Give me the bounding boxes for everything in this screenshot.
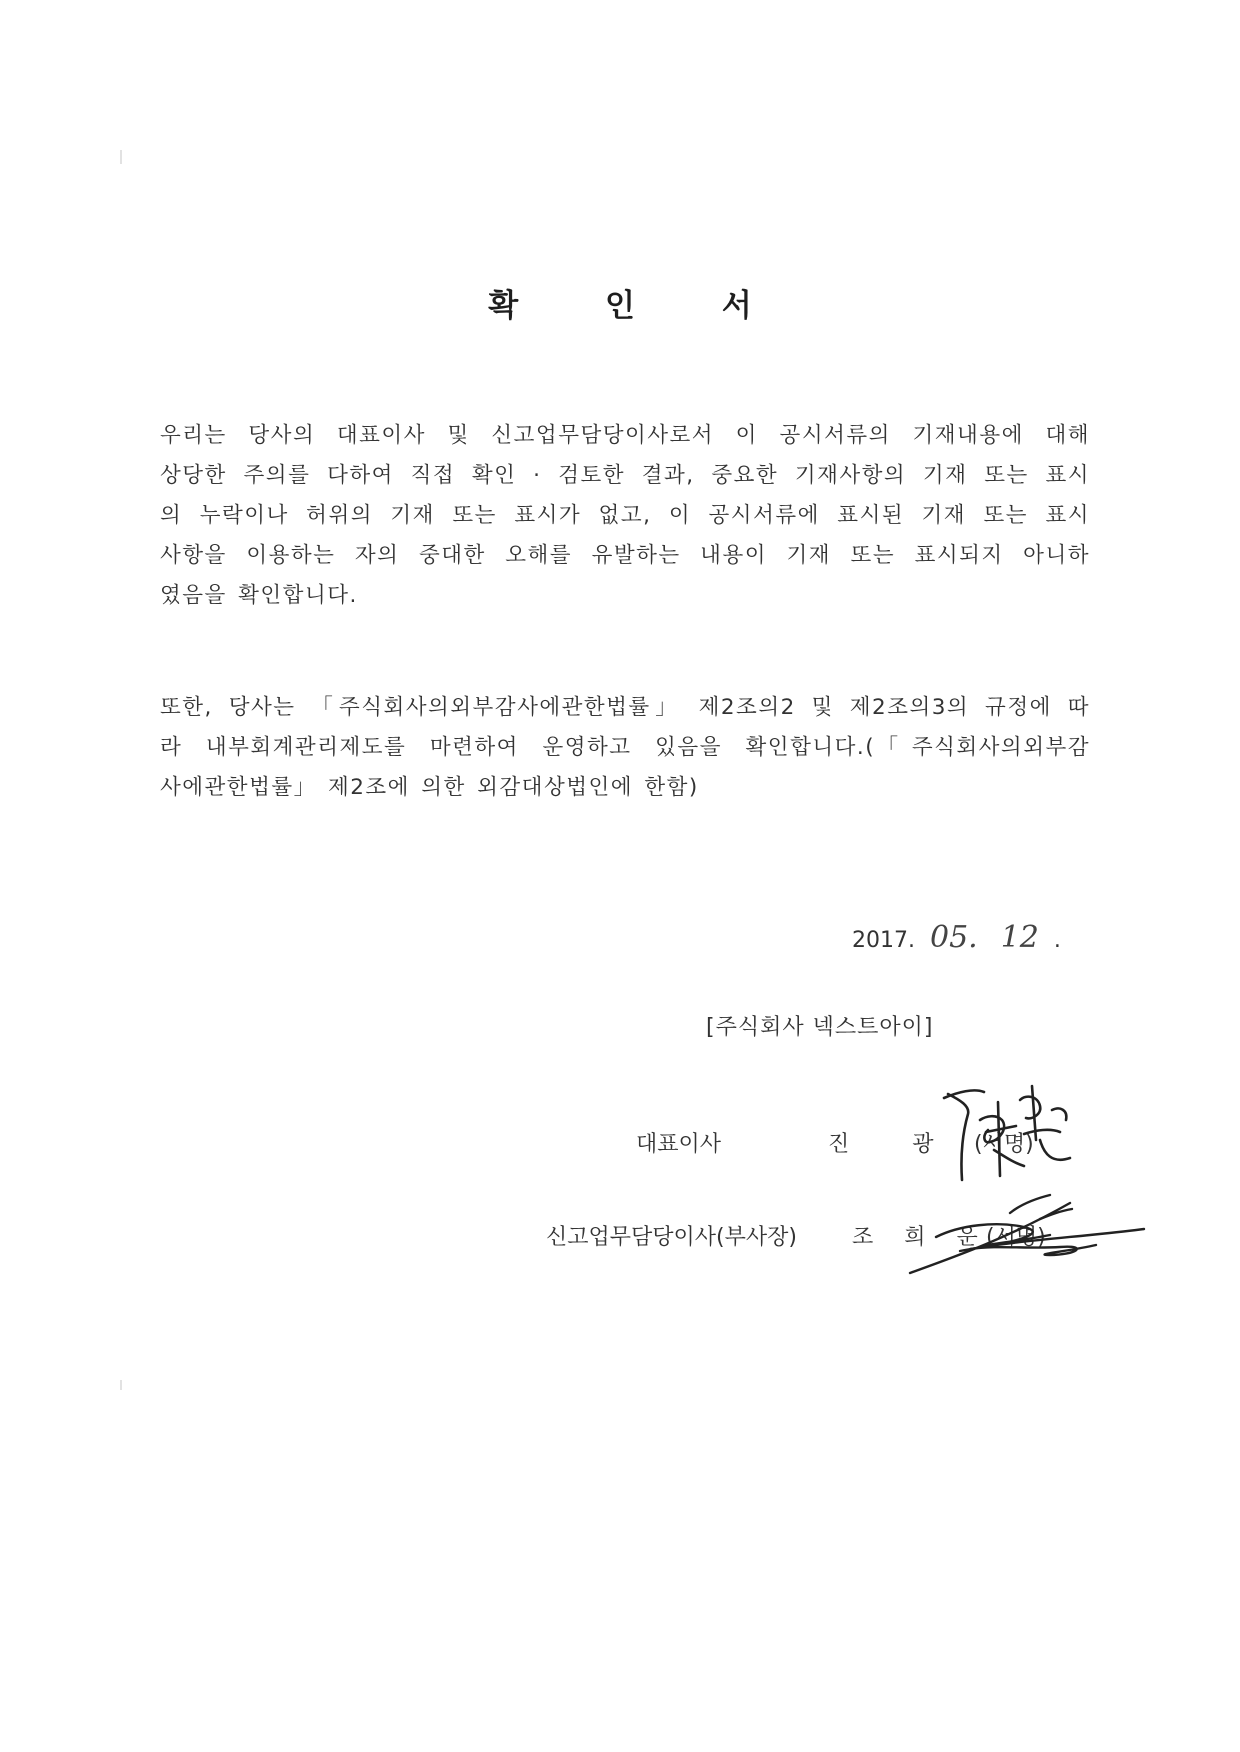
signer-role: 대표이사 <box>636 1132 722 1157</box>
document-date <box>852 920 1061 955</box>
signature-placeholder: (서명) <box>986 1225 1046 1250</box>
document-title: 확 인 서 <box>488 288 790 324</box>
date-month: 05. <box>929 920 978 955</box>
paragraph-line: 우리는 당사의 대표이사 및 신고업무담당이사로서 이 공시서류의 기재내용에 대해 <box>160 423 1090 448</box>
signer-ceo <box>636 1127 1136 1167</box>
scan-mark <box>120 150 122 164</box>
paragraph-line: 또한, 당사는 「주식회사의외부감사에관한법률」 제2조의2 및 제2조의3의 규정에 따 <box>160 695 1090 720</box>
paragraph-line: 상당한 주의를 다하여 직접 확인 · 검토한 결과, 중요한 기재사항의 기재 또는 표시 <box>160 463 1090 488</box>
paragraph-line: 였음을 확인합니다. <box>160 583 358 608</box>
scan-mark <box>120 1380 122 1390</box>
date-day: 12 <box>1000 920 1039 955</box>
paragraph-line: 라 내부회계관리제도를 마련하여 운영하고 있음을 확인합니다.(「주식회사의외부감 <box>160 735 1090 760</box>
date-year: 2017. <box>852 928 915 953</box>
paragraph-line: 사항을 이용하는 자의 중대한 오해를 유발하는 내용이 기재 또는 표시되지 아니하 <box>160 543 1090 568</box>
company-name: [주식회사 넥스트아이] <box>706 1015 934 1040</box>
paragraph-line: 의 누락이나 허위의 기재 또는 표시가 없고, 이 공시서류에 표시된 기재 또는 표시 <box>160 503 1090 528</box>
signer-name: 진 광 <box>828 1132 962 1157</box>
paragraph-line: 사에관한법률」 제2조에 의한 외감대상법인에 한함) <box>160 775 699 800</box>
signature-placeholder: (서명) <box>974 1132 1034 1157</box>
signer-reporting-director <box>546 1220 1146 1260</box>
signer-role: 신고업무담당이사(부사장) <box>546 1225 797 1250</box>
paragraph-confirmation <box>160 416 1090 616</box>
signer-name: 조 희 운 <box>852 1225 990 1250</box>
date-end: . <box>1053 928 1061 953</box>
paragraph-internal-control <box>160 688 1090 808</box>
